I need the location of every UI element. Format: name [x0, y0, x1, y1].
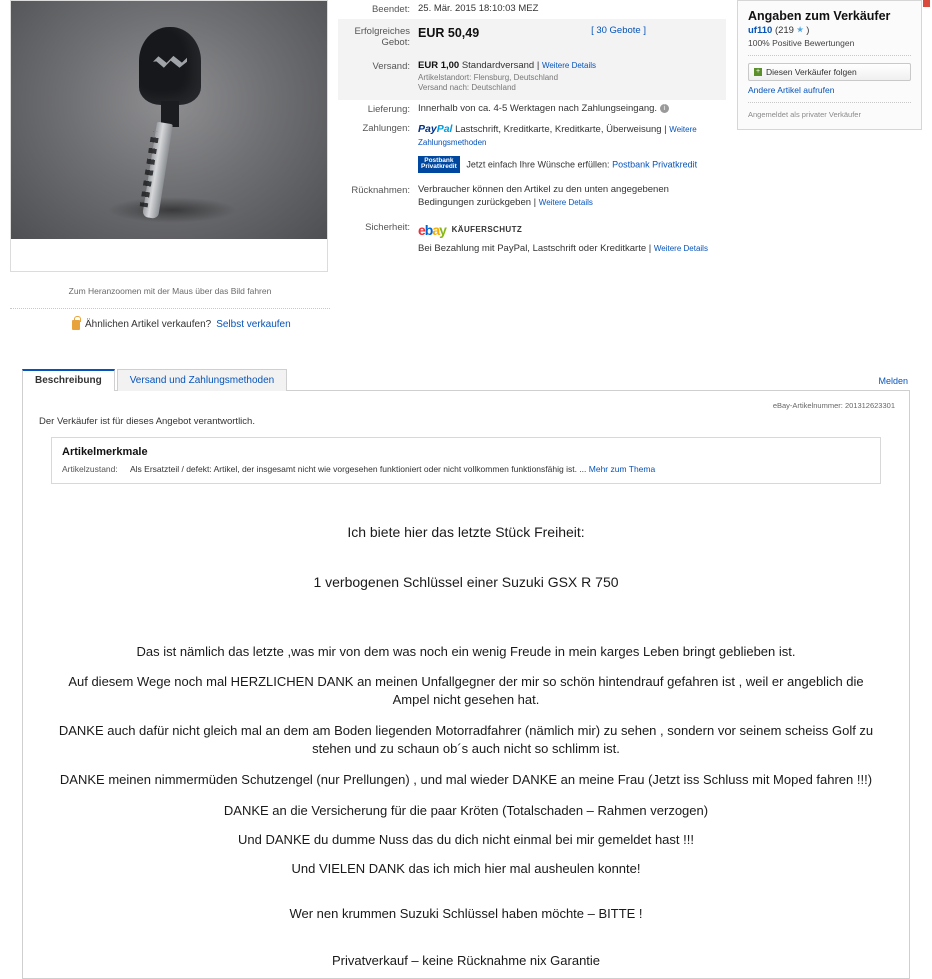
condition-more-link[interactable]: Mehr zum Thema — [588, 464, 656, 474]
suzuki-logo-icon — [153, 53, 187, 69]
item-number-value: 201312623301 — [844, 401, 895, 410]
desc-paragraph-2: 1 verbogenen Schlüssel einer Suzuki GSX R 750 — [313, 574, 619, 591]
label-delivery: Lieferung: — [367, 104, 410, 116]
seller-responsibility-note: Der Verkäufer ist für dieses Angebot verantwortlich. — [39, 416, 255, 427]
desc-paragraph-1: Ich biete hier das letzte Stück Freiheit: — [347, 524, 585, 541]
detail-row-protection — [338, 213, 726, 259]
photo-shadow — [107, 197, 237, 223]
tab-versand-zahlungsmethoden[interactable] — [117, 369, 288, 391]
seller-positive-percent: 100% Positive Bewertungen — [748, 38, 855, 48]
label-payments: Zahlungen: — [362, 123, 410, 135]
listing-summary — [0, 0, 932, 360]
ebay-logo-icon: ebay — [418, 221, 446, 238]
report-item-link[interactable]: Melden — [878, 376, 908, 386]
follow-seller-button[interactable] — [748, 63, 911, 81]
ships-to: Versand nach: Deutschland — [418, 83, 516, 93]
info-icon[interactable]: i — [660, 104, 669, 113]
zoom-hint: Zum Heranzoomen mit der Maus über das Bild fahren — [68, 286, 272, 296]
detail-row-ended — [338, 0, 726, 19]
detail-row-shipping — [338, 54, 726, 100]
desc-paragraph-11: Privatverkauf – keine Rücknahme nix Garantie — [331, 952, 601, 968]
key-head — [139, 27, 201, 105]
label-winning-bid: Erfolgreiches Gebot: — [354, 25, 410, 48]
tab-beschreibung-label: Beschreibung — [35, 375, 102, 386]
item-specifics-title: Artikelmerkmale — [62, 446, 148, 458]
detail-row-delivery — [338, 100, 726, 119]
feedback-star-icon — [797, 26, 804, 33]
label-ended: Beendet: — [371, 4, 410, 15]
desc-paragraph-10: Wer nen krummen Suzuki Schlüssel haben möchte – BITTE ! — [289, 905, 643, 921]
buyer-protection-badge: KÄUFERSCHUTZ — [451, 224, 523, 234]
desc-paragraph-6: DANKE meinen nimmermüden Schutzengel (nur Prellungen) , und mal wieder DANKE an meine Frau (Jetzt iss Schluss mit Moped fahren !!!) — [59, 772, 873, 788]
tab-bar — [22, 366, 910, 391]
sell-similar-label: Ähnlichen Artikel verkaufen? — [85, 319, 212, 330]
tab-beschreibung[interactable] — [22, 369, 115, 391]
value-shipping — [418, 60, 726, 94]
detail-row-returns — [338, 176, 726, 213]
gallery-divider — [10, 308, 330, 309]
seller-feedback-score-close: ) — [806, 25, 810, 36]
tab-versand-label: Versand und Zahlungsmethoden — [129, 375, 275, 386]
desc-paragraph-9: Und VIELEN DANK das ich mich hier mal ausheulen konnte! — [291, 860, 641, 876]
item-photo[interactable] — [11, 1, 327, 239]
item-condition-value — [130, 464, 870, 475]
seller-divider-2 — [748, 102, 911, 103]
label-shipping: Versand: — [372, 60, 410, 72]
desc-paragraph-7: DANKE an die Versicherung für die paar Kröten (Totalschaden – Rahmen verzogen) — [223, 802, 709, 818]
label-returns: Rücknahmen: — [351, 185, 410, 197]
item-number-row — [37, 401, 895, 410]
seller-description-body — [37, 524, 895, 968]
seller-id-link[interactable]: uf110 — [748, 25, 773, 36]
value-protection — [418, 221, 726, 256]
item-location: Artikelstandort: Flensburg, Deutschland — [418, 72, 559, 82]
desc-paragraph-4: Auf diesem Wege noch mal HERZLICHEN DANK an meinen Unfallgegner der mir so schön hintendrauf gefahren ist , weil er angeblich die Ampel nicht gesehen hat. — [68, 674, 864, 707]
item-specifics-box — [51, 437, 881, 484]
description-panel — [22, 391, 910, 979]
paypal-logo-icon: PayPal — [418, 123, 453, 136]
desc-paragraph-5: DANKE auch dafür nicht gleich mal an dem am Boden liegenden Motorradfahrer (nämlich mir) zu sehen , sondern vor seinem scheiss Golf zu stehen und zu schaun ob´s auch nicht so schlimm ist. — [58, 723, 874, 756]
detail-row-payments — [338, 119, 726, 176]
returns-text: Verbraucher können den Artikel zu den unten angegebenen Bedingungen zurückgeben | — [418, 184, 669, 209]
bid-history-link[interactable]: [ 30 Gebote ] — [591, 24, 646, 36]
plus-icon: + — [755, 68, 761, 75]
protection-details-link[interactable]: Weitere Details — [653, 243, 708, 253]
postbank-credit-link[interactable]: Postbank Privatkredit — [612, 158, 698, 169]
shipping-type: Standardversand | — [461, 59, 540, 71]
item-number-label: eBay-Artikelnummer: — [772, 401, 843, 410]
item-condition-text: Als Ersatzteil / defekt: Artikel, der insgesamt nicht wie vorgesehen funktioniert oder nicht vollkommen funktionsfähig ist. ... — [130, 464, 587, 474]
item-condition-label: Artikelzustand: — [62, 464, 118, 474]
seller-info-box — [737, 0, 922, 130]
seller-box-title: Angaben zum Verkäufer — [748, 9, 891, 23]
label-protection: Sicherheit: — [365, 221, 410, 233]
lock-icon — [72, 320, 80, 330]
returns-details-link[interactable]: Weitere Details — [538, 198, 593, 208]
shipping-details-link[interactable]: Weitere Details — [541, 60, 597, 70]
winning-bid-amount: EUR 50,49 — [418, 25, 480, 40]
value-delivery — [418, 103, 726, 116]
seller-divider-1 — [748, 55, 911, 56]
desc-paragraph-3: Das ist nämlich das letzte ,was mir von dem was noch ein wenig Freude in mein karges Leben bringt geblieben ist. — [136, 644, 796, 660]
follow-seller-label: Diesen Verkäufer folgen — [766, 67, 857, 77]
detail-table — [338, 0, 726, 259]
postbank-badge: Postbank Privatkredit — [418, 156, 460, 174]
tabs-row — [22, 366, 910, 391]
item-condition-row — [62, 464, 870, 475]
payment-methods: Lastschrift, Kreditkarte, Kreditkarte, Überweisung | — [455, 124, 667, 136]
item-gallery — [10, 0, 330, 330]
shipping-cost: EUR 1,00 — [418, 59, 460, 71]
seller-feedback-score: (219 — [774, 25, 794, 36]
value-winning-bid — [418, 25, 726, 48]
detail-row-winning-bid — [338, 19, 726, 54]
seller-account-type: Angemeldet als privater Verkäufer — [748, 110, 861, 119]
delivery-text: Innerhalb von ca. 4-5 Werktagen nach Zahlungseingang. — [418, 103, 658, 115]
credit-offer-text: Jetzt einfach Ihre Wünsche erfüllen: — [466, 158, 610, 169]
other-items-link[interactable]: Andere Artikel aufrufen — [748, 85, 835, 95]
value-returns — [418, 184, 726, 210]
desc-paragraph-8: Und DANKE du dumme Nuss das du dich nicht einmal bei mir gemeldet hast !!! — [238, 831, 694, 847]
sell-it-yourself-link[interactable]: Selbst verkaufen — [216, 319, 291, 330]
value-payments — [418, 122, 726, 173]
protection-text: Bei Bezahlung mit PayPal, Lastschrift oder Kreditkarte | — [418, 242, 652, 254]
seller-id-row — [748, 25, 911, 36]
more-payment-methods-link[interactable]: Weitere Zahlungsmethoden — [418, 125, 697, 147]
value-ended: 25. Mär. 2015 18:10:03 MEZ — [418, 3, 539, 14]
sell-similar-row — [10, 319, 330, 330]
item-photo-frame[interactable] — [10, 0, 328, 272]
